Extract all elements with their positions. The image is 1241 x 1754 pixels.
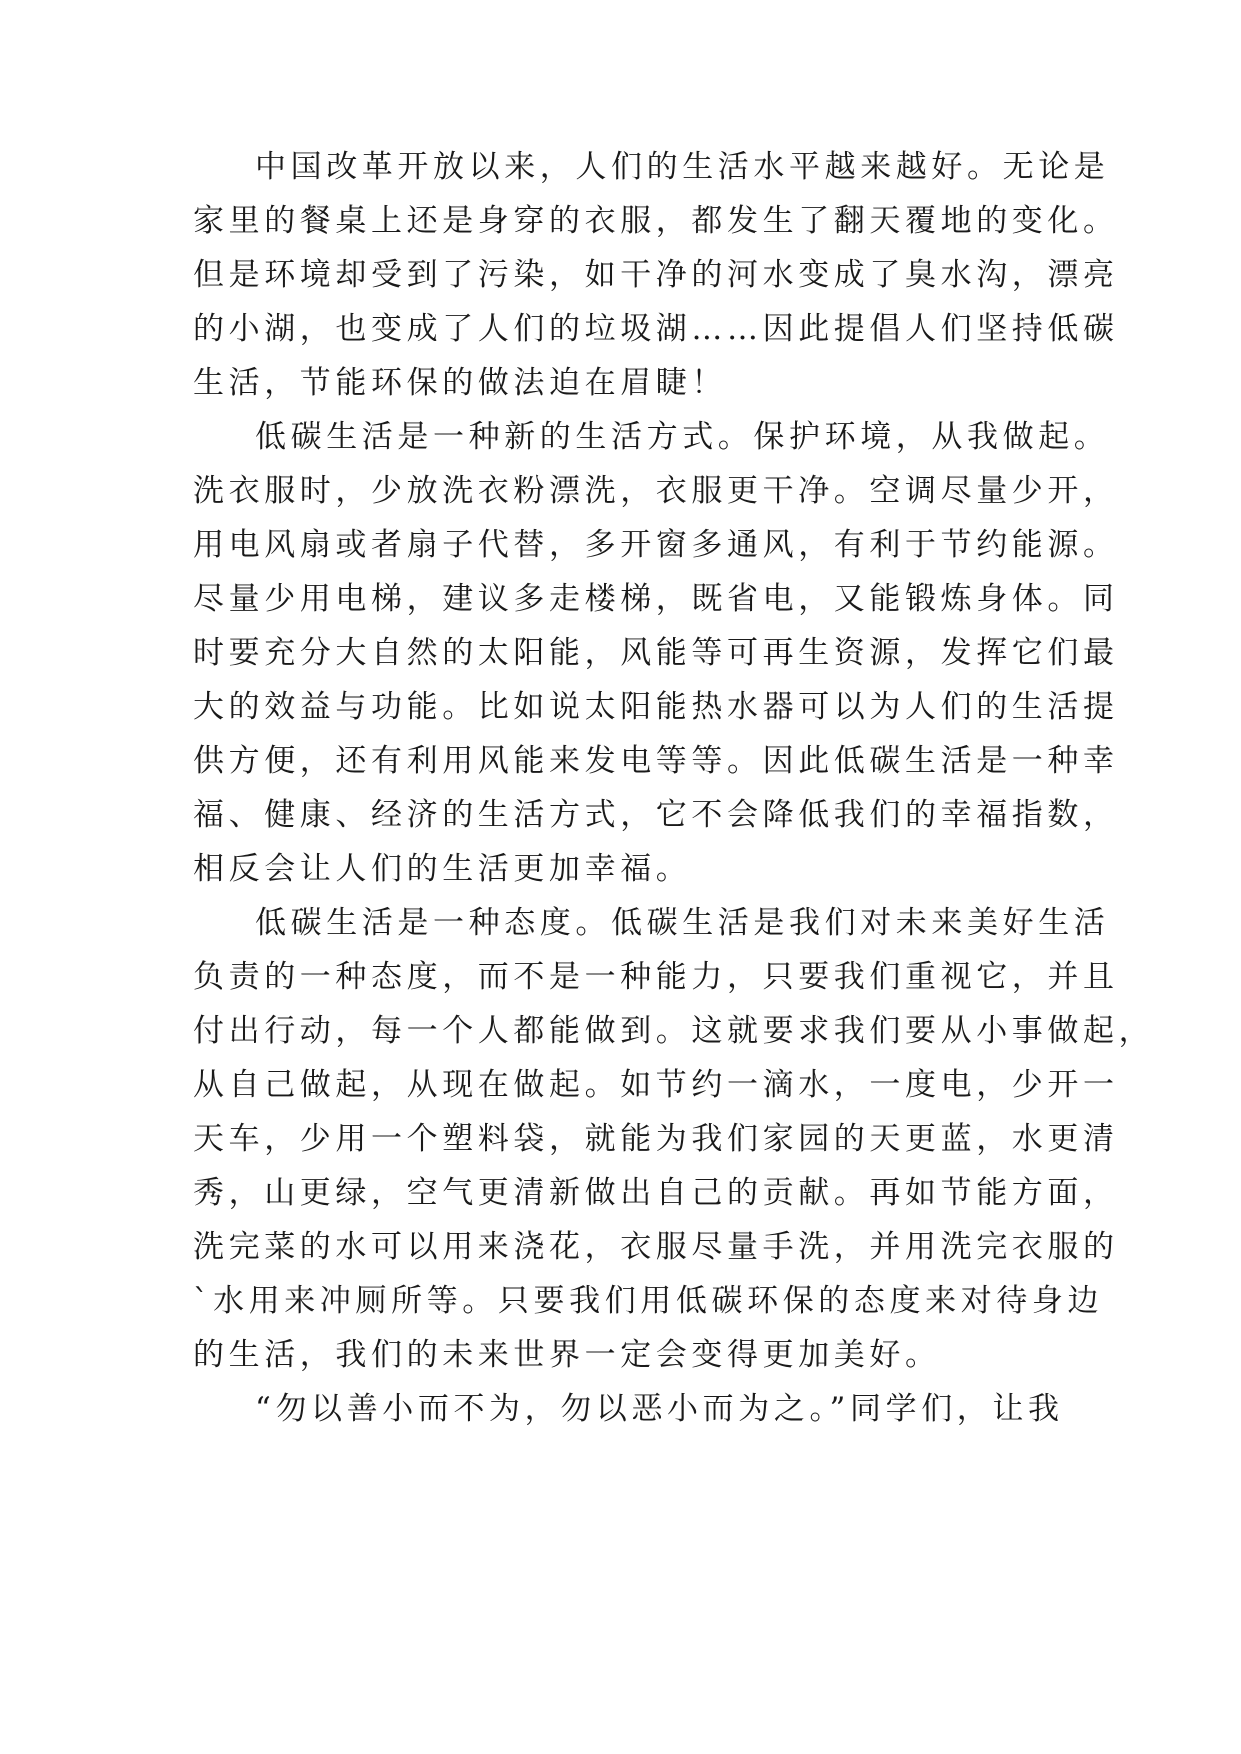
paragraph-3-line-3: 付出行动，每一个人都能做到。这就要求我们要从小事做起， [193, 1013, 1155, 1049]
paragraph-2-line-5: 时要充分大自然的太阳能，风能等可再生资源，发挥它们最 [193, 635, 1119, 671]
paragraph-3-line-9: 的生活，我们的未来世界一定会变得更加美好。 [193, 1337, 941, 1373]
paragraph-2-line-7: 供方便，还有利用风能来发电等等。因此低碳生活是一种幸 [193, 743, 1119, 779]
paragraph-2-line-3: 用电风扇或者扇子代替，多开窗多通风，有利于节约能源。 [193, 527, 1119, 563]
paragraph-2-line-8: 福、健康、经济的生活方式，它不会降低我们的幸福指数， [193, 797, 1119, 833]
paragraph-2-line-9: 相反会让人们的生活更加幸福。 [193, 851, 692, 887]
paragraph-3-line-1: 低碳生活是一种态度。低碳生活是我们对未来美好生活 [255, 905, 1110, 941]
paragraph-3-line-8: `水用来冲厕所等。只要我们用低碳环保的态度来对待身边 [193, 1283, 1104, 1319]
paragraph-3-line-5: 天车，少用一个塑料袋，就能为我们家园的天更蓝，水更清 [193, 1121, 1119, 1157]
paragraph-1-line-2: 家里的餐桌上还是身穿的衣服，都发生了翻天覆地的变化。 [193, 203, 1119, 239]
paragraph-2-line-6: 大的效益与功能。比如说太阳能热水器可以为人们的生活提 [193, 689, 1119, 725]
paragraph-1-line-3: 但是环境却受到了污染，如干净的河水变成了臭水沟，漂亮 [193, 257, 1119, 293]
paragraph-3-line-2: 负责的一种态度，而不是一种能力，只要我们重视它，并且 [193, 959, 1119, 995]
paragraph-2-line-1: 低碳生活是一种新的生活方式。保护环境，从我做起。 [255, 419, 1110, 455]
paragraph-1-line-5: 生活，节能环保的做法迫在眉睫！ [193, 365, 727, 401]
paragraph-4-line-1: “勿以善小而不为，勿以恶小而为之。”同学们，让我 [255, 1391, 1064, 1427]
paragraph-2-line-2: 洗衣服时，少放洗衣粉漂洗，衣服更干净。空调尽量少开， [193, 473, 1119, 509]
paragraph-1-line-4: 的小湖，也变成了人们的垃圾湖……因此提倡人们坚持低碳 [193, 311, 1119, 347]
paragraph-3-line-6: 秀，山更绿，空气更清新做出自己的贡献。再如节能方面， [193, 1175, 1119, 1211]
paragraph-1-line-1: 中国改革开放以来，人们的生活水平越来越好。无论是 [255, 149, 1110, 185]
paragraph-2-line-4: 尽量少用电梯，建议多走楼梯，既省电，又能锻炼身体。同 [193, 581, 1119, 617]
paragraph-3-line-7: 洗完菜的水可以用来浇花，衣服尽量手洗，并用洗完衣服的 [193, 1229, 1119, 1265]
paragraph-3-line-4: 从自己做起，从现在做起。如节约一滴水，一度电，少开一 [193, 1067, 1119, 1103]
